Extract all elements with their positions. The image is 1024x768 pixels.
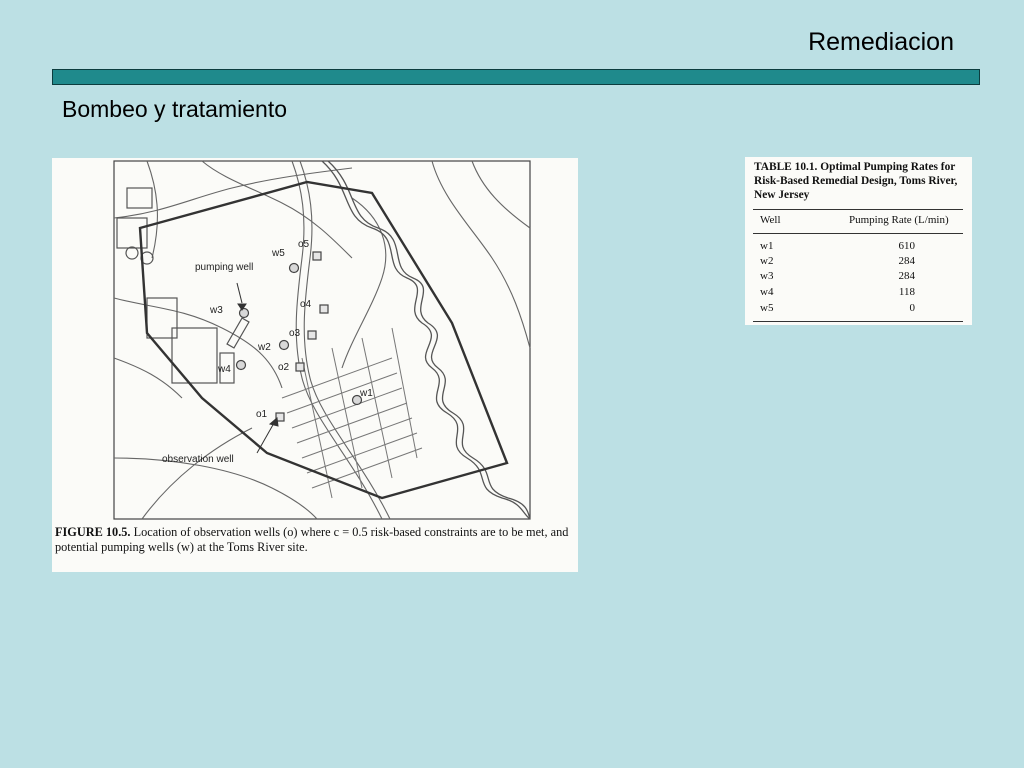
well-w3 bbox=[240, 309, 249, 318]
label-o4: o4 bbox=[300, 299, 312, 310]
label-o5: o5 bbox=[298, 239, 310, 250]
label-w1: w1 bbox=[360, 388, 373, 399]
well-w2 bbox=[280, 341, 289, 350]
table-rule-bottom bbox=[753, 321, 963, 322]
table-cell-well: w5 bbox=[760, 302, 774, 314]
table-cell-well: w2 bbox=[760, 255, 774, 267]
table-cell-well: w4 bbox=[760, 286, 774, 298]
label-o2: o2 bbox=[278, 362, 290, 373]
well-w4 bbox=[237, 361, 246, 370]
figure-caption-text: Location of observation wells (o) where c = 0.5 risk-based constraints are to be met, and potential pumping wells (w) at the Toms River site. bbox=[55, 525, 569, 554]
table-header-well: Well bbox=[760, 214, 781, 226]
figure-10-5 bbox=[52, 158, 578, 572]
label-w4: w4 bbox=[218, 364, 231, 375]
table-row bbox=[745, 240, 972, 255]
obs-o2 bbox=[296, 363, 304, 371]
figure-caption-label: FIGURE 10.5. bbox=[55, 525, 131, 539]
site-map bbox=[52, 158, 578, 523]
table-header-rate: Pumping Rate (L/min) bbox=[849, 214, 949, 226]
table-cell-well: w1 bbox=[760, 240, 774, 252]
table-row bbox=[745, 286, 972, 301]
table-title: TABLE 10.1. Optimal Pumping Rates for Risk-Based Remedial Design, Toms River, New Jersey bbox=[754, 161, 958, 201]
label-w2: w2 bbox=[258, 342, 271, 353]
label-w3: w3 bbox=[210, 305, 223, 316]
label-observation-well: observation well bbox=[162, 454, 234, 465]
label-o1: o1 bbox=[256, 409, 268, 420]
obs-o5 bbox=[313, 252, 321, 260]
table-rule-top bbox=[753, 209, 963, 210]
header-title: Remediacion bbox=[808, 28, 954, 56]
header-bar bbox=[52, 69, 980, 85]
table-cell-well: w3 bbox=[760, 270, 774, 282]
label-w5: w5 bbox=[272, 248, 285, 259]
label-pumping-well: pumping well bbox=[195, 262, 254, 273]
table-10-1 bbox=[745, 157, 972, 325]
table-cell-rate: 284 bbox=[898, 270, 915, 282]
figure-caption bbox=[55, 525, 577, 555]
obs-o3 bbox=[308, 331, 316, 339]
table-cell-rate: 118 bbox=[898, 286, 915, 298]
table-row bbox=[745, 270, 972, 285]
table-row bbox=[745, 255, 972, 270]
label-o3: o3 bbox=[289, 328, 301, 339]
well-w5 bbox=[290, 264, 299, 273]
table-cell-rate: 610 bbox=[898, 240, 915, 252]
table-row bbox=[745, 302, 972, 317]
obs-o4 bbox=[320, 305, 328, 313]
table-rule-mid bbox=[753, 233, 963, 234]
table-cell-rate: 0 bbox=[909, 302, 915, 314]
slide-subtitle: Bombeo y tratamiento bbox=[62, 96, 288, 122]
table-cell-rate: 284 bbox=[898, 255, 915, 267]
